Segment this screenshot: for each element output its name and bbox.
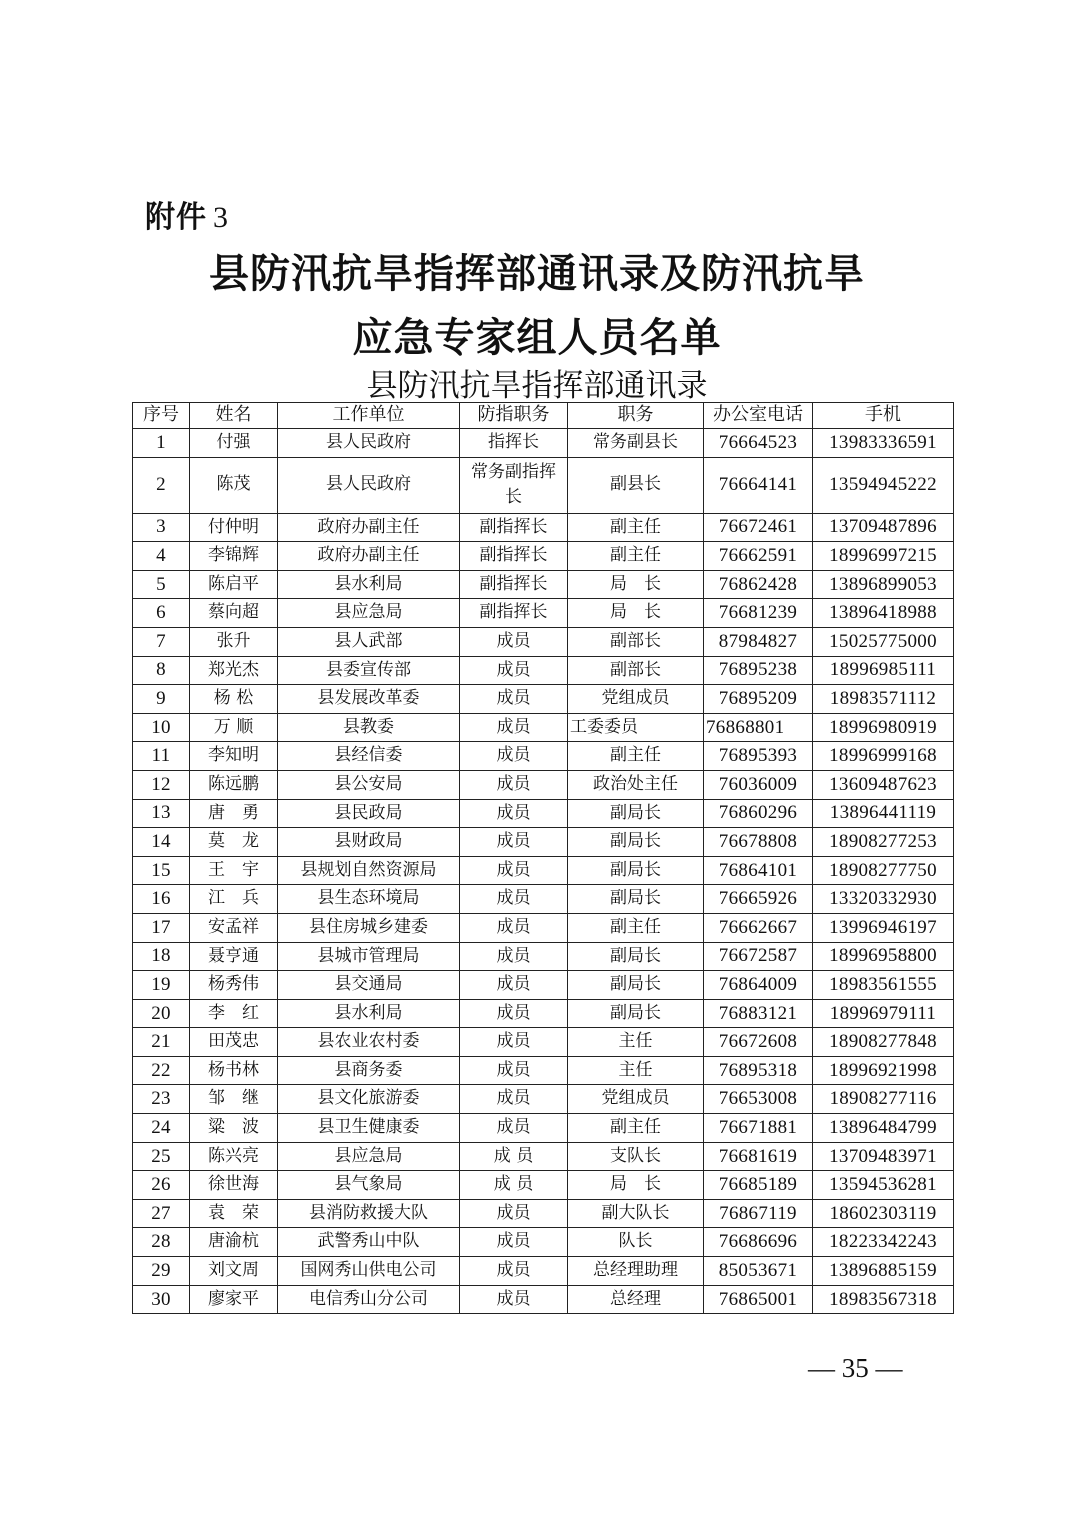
cell-command-role: 成员 — [460, 856, 568, 885]
cell-position: 主任 — [568, 1028, 704, 1057]
cell-mobile: 13896899053 — [813, 570, 954, 599]
table-row — [133, 1085, 954, 1114]
cell-index: 19 — [133, 971, 190, 1000]
table-row — [133, 542, 954, 571]
cell-office-phone: 76895318 — [704, 1056, 813, 1085]
table-row — [133, 1142, 954, 1171]
header-command-role: 防指职务 — [460, 403, 568, 429]
cell-position: 副主任 — [568, 913, 704, 942]
cell-name: 李 红 — [190, 999, 278, 1028]
cell-position: 队长 — [568, 1228, 704, 1257]
cell-mobile: 13896418988 — [813, 599, 954, 628]
cell-name: 袁 荣 — [190, 1199, 278, 1228]
cell-command-role: 成员 — [460, 1199, 568, 1228]
cell-index: 21 — [133, 1028, 190, 1057]
cell-office-phone: 76672587 — [704, 942, 813, 971]
cell-work-unit: 武警秀山中队 — [278, 1228, 460, 1257]
cell-position: 副大队长 — [568, 1199, 704, 1228]
cell-name: 郑光杰 — [190, 656, 278, 685]
attachment-label — [145, 192, 229, 236]
header-position: 职务 — [568, 403, 704, 429]
header-work-unit: 工作单位 — [278, 403, 460, 429]
cell-index: 28 — [133, 1228, 190, 1257]
table-row — [133, 742, 954, 771]
table-row — [133, 856, 954, 885]
table-row — [133, 1199, 954, 1228]
cell-office-phone: 76895393 — [704, 742, 813, 771]
cell-mobile: 18996979111 — [813, 999, 954, 1028]
cell-index: 29 — [133, 1257, 190, 1286]
cell-index: 3 — [133, 513, 190, 542]
cell-index: 1 — [133, 429, 190, 458]
cell-index: 22 — [133, 1056, 190, 1085]
cell-position: 副局长 — [568, 828, 704, 857]
cell-work-unit: 县住房城乡建委 — [278, 913, 460, 942]
cell-mobile: 15025775000 — [813, 627, 954, 656]
cell-work-unit: 县人武部 — [278, 627, 460, 656]
cell-name: 蔡向超 — [190, 599, 278, 628]
table-row — [133, 1171, 954, 1200]
cell-position: 工委委员 — [568, 713, 704, 742]
cell-command-role: 成员 — [460, 770, 568, 799]
cell-name: 聂亨通 — [190, 942, 278, 971]
cell-office-phone: 76685189 — [704, 1171, 813, 1200]
cell-mobile: 18908277253 — [813, 828, 954, 857]
cell-index: 26 — [133, 1171, 190, 1200]
cell-office-phone: 76895209 — [704, 685, 813, 714]
cell-mobile: 18996958800 — [813, 942, 954, 971]
cell-mobile: 18996985111 — [813, 656, 954, 685]
table-row — [133, 627, 954, 656]
cell-index: 2 — [133, 457, 190, 513]
cell-command-role: 成 员 — [460, 1142, 568, 1171]
cell-command-role: 成员 — [460, 713, 568, 742]
cell-index: 5 — [133, 570, 190, 599]
cell-mobile: 18983571112 — [813, 685, 954, 714]
cell-command-role: 成员 — [460, 885, 568, 914]
cell-office-phone: 76868801 — [704, 713, 813, 742]
cell-index: 25 — [133, 1142, 190, 1171]
cell-index: 20 — [133, 999, 190, 1028]
cell-office-phone: 76862428 — [704, 570, 813, 599]
cell-work-unit: 县委宣传部 — [278, 656, 460, 685]
cell-mobile: 13609487623 — [813, 770, 954, 799]
cell-index: 4 — [133, 542, 190, 571]
cell-command-role: 成员 — [460, 971, 568, 1000]
cell-office-phone: 87984827 — [704, 627, 813, 656]
table-row — [133, 942, 954, 971]
cell-name: 杨书林 — [190, 1056, 278, 1085]
cell-index: 16 — [133, 885, 190, 914]
cell-name: 廖家平 — [190, 1285, 278, 1314]
cell-work-unit: 国网秀山供电公司 — [278, 1257, 460, 1286]
cell-office-phone: 76036009 — [704, 770, 813, 799]
cell-office-phone: 76678808 — [704, 828, 813, 857]
cell-office-phone: 76860296 — [704, 799, 813, 828]
cell-command-role: 成员 — [460, 828, 568, 857]
cell-mobile: 13896484799 — [813, 1114, 954, 1143]
cell-mobile: 13983336591 — [813, 429, 954, 458]
table-row — [133, 457, 954, 513]
cell-work-unit: 县消防救援大队 — [278, 1199, 460, 1228]
table-row — [133, 1257, 954, 1286]
cell-name: 付强 — [190, 429, 278, 458]
cell-command-role: 成员 — [460, 685, 568, 714]
cell-command-role: 成员 — [460, 627, 568, 656]
cell-mobile: 13320332930 — [813, 885, 954, 914]
cell-work-unit: 县应急局 — [278, 599, 460, 628]
cell-office-phone: 76681239 — [704, 599, 813, 628]
cell-name: 粱 波 — [190, 1114, 278, 1143]
cell-office-phone: 76671881 — [704, 1114, 813, 1143]
cell-work-unit: 县交通局 — [278, 971, 460, 1000]
table-row — [133, 1228, 954, 1257]
cell-index: 15 — [133, 856, 190, 885]
cell-name: 唐 勇 — [190, 799, 278, 828]
cell-office-phone: 76883121 — [704, 999, 813, 1028]
cell-position: 党组成员 — [568, 685, 704, 714]
cell-position: 局 长 — [568, 1171, 704, 1200]
cell-position: 主任 — [568, 1056, 704, 1085]
cell-mobile: 13709483971 — [813, 1142, 954, 1171]
cell-index: 14 — [133, 828, 190, 857]
cell-position: 副局长 — [568, 971, 704, 1000]
cell-mobile: 13896885159 — [813, 1257, 954, 1286]
cell-command-role: 副指挥长 — [460, 542, 568, 571]
cell-command-role: 副指挥长 — [460, 513, 568, 542]
table-subtitle: 县防汛抗旱指挥部通讯录 — [366, 368, 708, 404]
cell-office-phone: 76867119 — [704, 1199, 813, 1228]
table-row — [133, 971, 954, 1000]
cell-index: 11 — [133, 742, 190, 771]
cell-position: 政治处主任 — [568, 770, 704, 799]
table-row — [133, 828, 954, 857]
cell-name: 莫 龙 — [190, 828, 278, 857]
cell-work-unit: 县公安局 — [278, 770, 460, 799]
cell-name: 杨秀伟 — [190, 971, 278, 1000]
cell-name: 张升 — [190, 627, 278, 656]
cell-mobile: 13594536281 — [813, 1171, 954, 1200]
cell-index: 24 — [133, 1114, 190, 1143]
cell-name: 唐渝杭 — [190, 1228, 278, 1257]
header-office-phone: 办公室电话 — [704, 403, 813, 429]
cell-position: 党组成员 — [568, 1085, 704, 1114]
cell-position: 总经理助理 — [568, 1257, 704, 1286]
cell-office-phone: 76664141 — [704, 457, 813, 513]
cell-mobile: 13594945222 — [813, 457, 954, 513]
table-row — [133, 913, 954, 942]
cell-position: 副局长 — [568, 799, 704, 828]
cell-command-role: 成员 — [460, 1056, 568, 1085]
cell-work-unit: 县卫生健康委 — [278, 1114, 460, 1143]
cell-position: 常务副县长 — [568, 429, 704, 458]
cell-office-phone: 76864101 — [704, 856, 813, 885]
cell-work-unit: 县城市管理局 — [278, 942, 460, 971]
cell-mobile: 18996999168 — [813, 742, 954, 771]
cell-office-phone: 76672461 — [704, 513, 813, 542]
cell-name: 安孟祥 — [190, 913, 278, 942]
cell-name: 邹 继 — [190, 1085, 278, 1114]
cell-index: 17 — [133, 913, 190, 942]
document-title-line-2: 应急专家组人员名单 — [352, 314, 722, 361]
header-index: 序号 — [133, 403, 190, 429]
cell-command-role: 成员 — [460, 1085, 568, 1114]
cell-name: 李锦辉 — [190, 542, 278, 571]
cell-work-unit: 政府办副主任 — [278, 513, 460, 542]
table-row — [133, 770, 954, 799]
cell-mobile: 18908277848 — [813, 1028, 954, 1057]
cell-name: 李知明 — [190, 742, 278, 771]
cell-command-role: 副指挥长 — [460, 599, 568, 628]
table-row — [133, 713, 954, 742]
table-row — [133, 513, 954, 542]
cell-work-unit: 电信秀山分公司 — [278, 1285, 460, 1314]
cell-work-unit: 县发展改革委 — [278, 685, 460, 714]
attachment-number: 3 — [213, 201, 229, 234]
cell-command-role: 成员 — [460, 799, 568, 828]
page-number: — 35 — — [808, 1353, 903, 1383]
cell-work-unit: 县规划自然资源局 — [278, 856, 460, 885]
cell-mobile: 18223342243 — [813, 1228, 954, 1257]
cell-position: 副主任 — [568, 513, 704, 542]
cell-position: 副局长 — [568, 856, 704, 885]
cell-mobile: 18996921998 — [813, 1056, 954, 1085]
cell-mobile: 18983561555 — [813, 971, 954, 1000]
cell-office-phone: 76865001 — [704, 1285, 813, 1314]
cell-mobile: 18908277116 — [813, 1085, 954, 1114]
cell-mobile: 18983567318 — [813, 1285, 954, 1314]
cell-office-phone: 76664523 — [704, 429, 813, 458]
cell-position: 支队长 — [568, 1142, 704, 1171]
header-name: 姓名 — [190, 403, 278, 429]
cell-index: 6 — [133, 599, 190, 628]
cell-index: 30 — [133, 1285, 190, 1314]
cell-index: 10 — [133, 713, 190, 742]
cell-mobile: 13709487896 — [813, 513, 954, 542]
cell-position: 副主任 — [568, 742, 704, 771]
cell-office-phone: 76681619 — [704, 1142, 813, 1171]
table-row — [133, 685, 954, 714]
cell-work-unit: 县生态环境局 — [278, 885, 460, 914]
cell-name: 万 顺 — [190, 713, 278, 742]
cell-command-role: 成员 — [460, 942, 568, 971]
cell-office-phone: 76864009 — [704, 971, 813, 1000]
table-row — [133, 999, 954, 1028]
cell-index: 13 — [133, 799, 190, 828]
cell-work-unit: 县民政局 — [278, 799, 460, 828]
cell-command-role: 成员 — [460, 1285, 568, 1314]
header-mobile: 手机 — [813, 403, 954, 429]
table-header-row — [133, 403, 954, 429]
cell-work-unit: 县商务委 — [278, 1056, 460, 1085]
cell-work-unit: 县水利局 — [278, 570, 460, 599]
attachment-label-text: 附件 — [145, 200, 207, 235]
cell-office-phone: 76653008 — [704, 1085, 813, 1114]
cell-office-phone: 76895238 — [704, 656, 813, 685]
cell-office-phone: 76662667 — [704, 913, 813, 942]
cell-mobile: 18996980919 — [813, 713, 954, 742]
cell-office-phone: 76686696 — [704, 1228, 813, 1257]
cell-command-role: 指挥长 — [460, 429, 568, 458]
cell-position: 副县长 — [568, 457, 704, 513]
cell-office-phone: 85053671 — [704, 1257, 813, 1286]
cell-command-role: 成员 — [460, 1257, 568, 1286]
cell-work-unit: 县人民政府 — [278, 429, 460, 458]
cell-work-unit: 县农业农村委 — [278, 1028, 460, 1057]
cell-command-role: 副指挥长 — [460, 570, 568, 599]
table-row — [133, 656, 954, 685]
cell-name: 陈茂 — [190, 457, 278, 513]
cell-work-unit: 政府办副主任 — [278, 542, 460, 571]
cell-command-role: 成员 — [460, 742, 568, 771]
cell-position: 副局长 — [568, 942, 704, 971]
cell-office-phone: 76665926 — [704, 885, 813, 914]
cell-command-role: 成员 — [460, 913, 568, 942]
cell-position: 副主任 — [568, 1114, 704, 1143]
cell-work-unit: 县气象局 — [278, 1171, 460, 1200]
cell-position: 总经理 — [568, 1285, 704, 1314]
cell-position: 副主任 — [568, 542, 704, 571]
cell-index: 23 — [133, 1085, 190, 1114]
document-title-line-1: 县防汛抗旱指挥部通讯录及防汛抗旱 — [209, 250, 865, 297]
cell-mobile: 13996946197 — [813, 913, 954, 942]
table-row — [133, 570, 954, 599]
cell-index: 7 — [133, 627, 190, 656]
cell-name: 陈兴亮 — [190, 1142, 278, 1171]
cell-mobile: 18996997215 — [813, 542, 954, 571]
cell-work-unit: 县应急局 — [278, 1142, 460, 1171]
cell-office-phone: 76672608 — [704, 1028, 813, 1057]
cell-office-phone: 76662591 — [704, 542, 813, 571]
table-row — [133, 1285, 954, 1314]
cell-index: 9 — [133, 685, 190, 714]
cell-position: 副部长 — [568, 656, 704, 685]
cell-index: 8 — [133, 656, 190, 685]
cell-command-role: 成员 — [460, 656, 568, 685]
cell-command-role: 成员 — [460, 1028, 568, 1057]
cell-position: 副局长 — [568, 999, 704, 1028]
cell-position: 副局长 — [568, 885, 704, 914]
cell-work-unit: 县文化旅游委 — [278, 1085, 460, 1114]
table-row — [133, 599, 954, 628]
cell-name: 陈启平 — [190, 570, 278, 599]
cell-index: 18 — [133, 942, 190, 971]
table-row — [133, 799, 954, 828]
contact-table — [132, 402, 954, 1314]
cell-position: 副部长 — [568, 627, 704, 656]
cell-command-role: 成 员 — [460, 1171, 568, 1200]
cell-name: 徐世海 — [190, 1171, 278, 1200]
cell-name: 田茂忠 — [190, 1028, 278, 1057]
table-row — [133, 885, 954, 914]
cell-name: 付仲明 — [190, 513, 278, 542]
cell-index: 12 — [133, 770, 190, 799]
cell-command-role: 成员 — [460, 999, 568, 1028]
cell-work-unit: 县水利局 — [278, 999, 460, 1028]
cell-work-unit: 县人民政府 — [278, 457, 460, 513]
cell-position: 局 长 — [568, 599, 704, 628]
cell-work-unit: 县教委 — [278, 713, 460, 742]
table-row — [133, 429, 954, 458]
table-row — [133, 1028, 954, 1057]
cell-work-unit: 县经信委 — [278, 742, 460, 771]
cell-mobile: 13896441119 — [813, 799, 954, 828]
cell-name: 江 兵 — [190, 885, 278, 914]
cell-mobile: 18602303119 — [813, 1199, 954, 1228]
table-row — [133, 1056, 954, 1085]
cell-command-role: 成员 — [460, 1228, 568, 1257]
cell-work-unit: 县财政局 — [278, 828, 460, 857]
table-row — [133, 1114, 954, 1143]
cell-name: 杨 松 — [190, 685, 278, 714]
cell-name: 王 宇 — [190, 856, 278, 885]
cell-position: 局 长 — [568, 570, 704, 599]
cell-name: 刘文周 — [190, 1257, 278, 1286]
cell-command-role: 成员 — [460, 1114, 568, 1143]
cell-command-role: 常务副指挥长 — [460, 457, 568, 513]
cell-mobile: 18908277750 — [813, 856, 954, 885]
cell-name: 陈远鹏 — [190, 770, 278, 799]
cell-index: 27 — [133, 1199, 190, 1228]
